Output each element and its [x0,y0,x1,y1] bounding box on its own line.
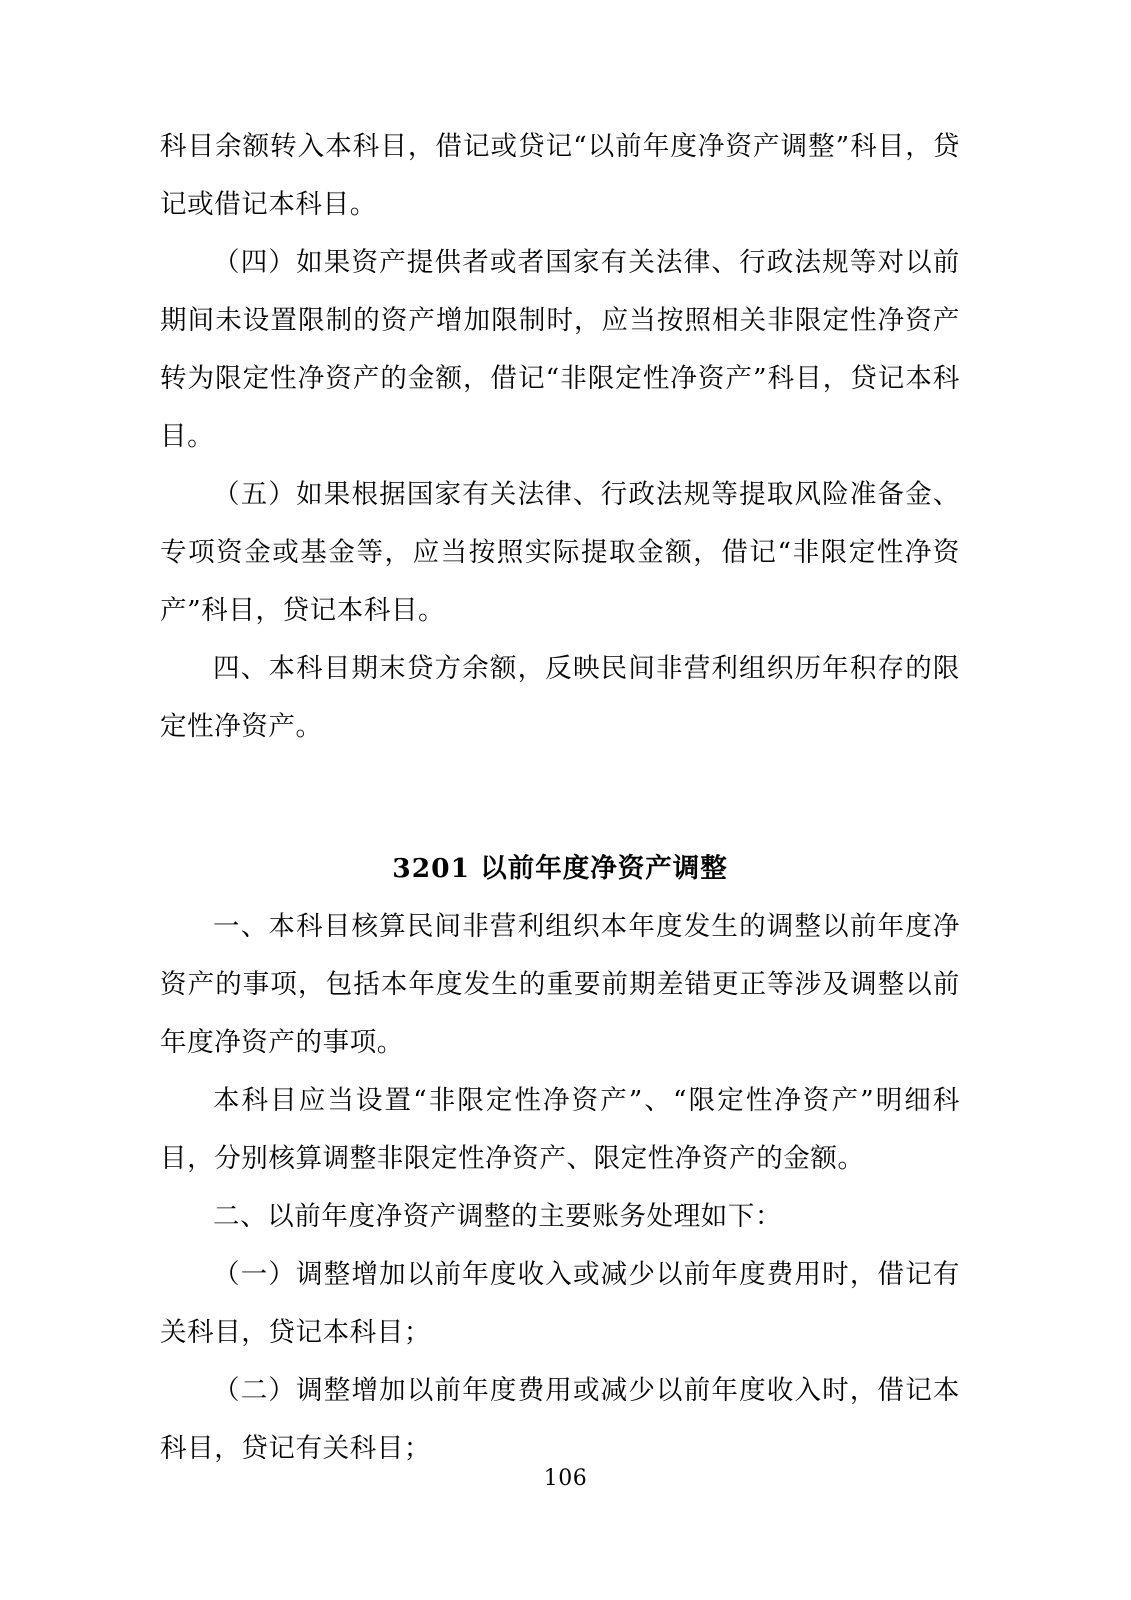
paragraph-clause-four: 四、本科目期末贷方余额，反映民间非营利组织历年积存的限定性净资产。 [160,653,960,742]
paragraph-continuation: 科目余额转入本科目，借记或贷记“以前年度净资产调整”科目，贷记或借记本科目。 [160,131,960,220]
paragraph-section-clause-one: 一、本科目核算民间非营利组织本年度发生的调整以前年度净资产的事项，包括本年度发生的重要前期差错更正等涉及调整以前年度净资产的事项。 [160,911,960,1058]
paragraph-section-subaccounts: 本科目应当设置“非限定性净资产”、“限定性净资产”明细科目，分别核算调整非限定性净资产、限定性净资产的金额。 [160,1085,960,1174]
paragraph-section-clause-two: 二、以前年度净资产调整的主要账务处理如下： [213,1201,783,1232]
paragraph-section-item-two: （二）调整增加以前年度费用或减少以前年度收入时，借记本科目，贷记有关科目； [160,1375,960,1464]
paragraph-item-five-parenthesis: （五）如果根据国家有关法律、行政法规等提取风险准备金、专项资金或基金等，应当按照实际提取金额，借记“非限定性净资产”科目，贷记本科目。 [160,479,960,626]
page-content [160,118,960,1478]
paragraph-item-four-parenthesis: （四）如果资产提供者或者国家有关法律、行政法规等对以前期间未设置限制的资产增加限制时，应当按照相关非限定性净资产转为限定性净资产的金额，借记“非限定性净资产”科目，贷记本科目。 [160,247,960,452]
paragraph-section-item-one: （一）调整增加以前年度收入或减少以前年度费用时，借记有关科目，贷记本科目； [160,1259,960,1348]
section-spacer [160,756,960,840]
section-heading: 3201 以前年度净资产调整 [392,853,728,884]
page-number: 106 [543,1466,588,1491]
